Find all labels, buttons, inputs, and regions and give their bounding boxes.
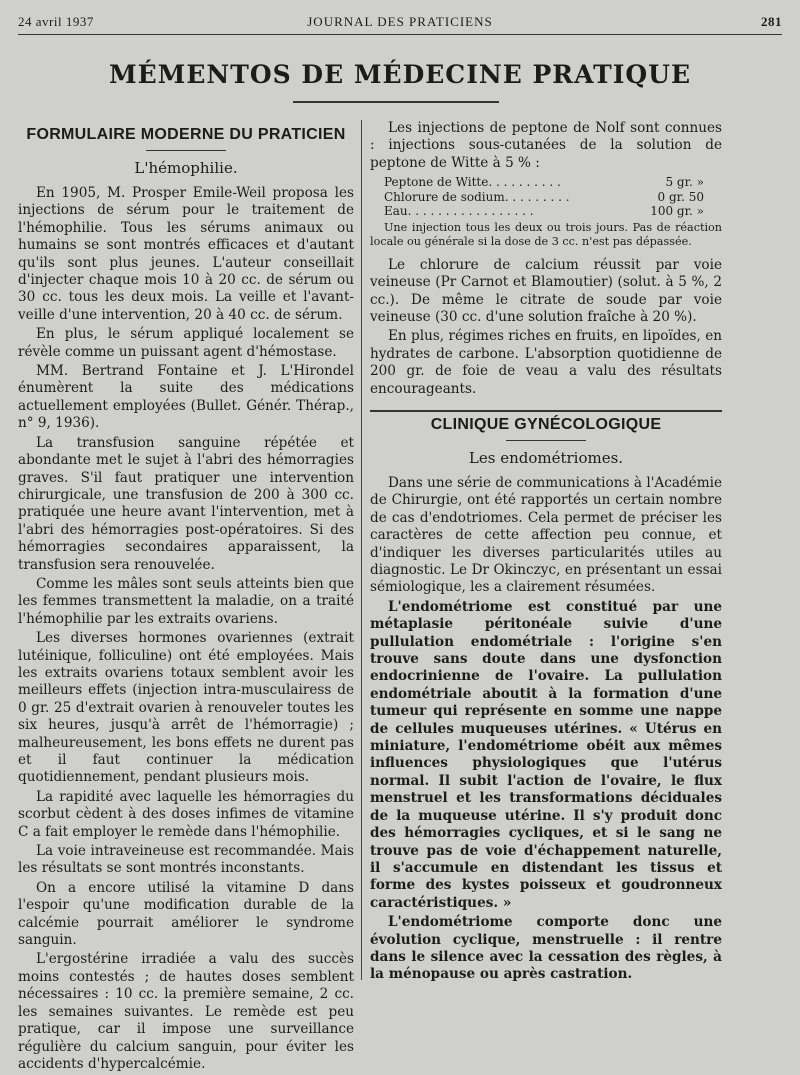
- paragraph: Dans une série de communications à l'Académie de Chirurgie, ont été rapportés un certain nombre de cas d'endotriomes. Cela permet de préciser les caractères de cette affection peu connue, et d'indiquer les diverses particularités utiles au diagnostic. Le Dr Okinczyc, en présentant un essai sémiologique, les a clairement résumées.: [370, 474, 722, 596]
- paragraph: La rapidité avec laquelle les hémorragies du scorbut cèdent à des doses infimes de vitamine C a fait employer le remède dans l'hémophilie.: [18, 788, 354, 840]
- ingredient-name: Chlorure de sodium. . . . . . . . .: [384, 189, 570, 204]
- paragraph: La voie intraveineuse est recommandée. Mais les résultats se sont montrés inconstants.: [18, 843, 354, 877]
- paragraph: L'ergostérine irradiée a valu des succès moins contestés ; de hautes doses semblent nécessaires : 10 cc. la première semaine, 2 cc. les semaines suivantes. Le remède est peu pratique, car il impose une surveillance régulière du calcium sanguin, pour éviter les accidents d'hypercalcémie.: [18, 951, 354, 1072]
- paragraph: Le chlorure de calcium réussit par voie veineuse (Pr Carnot et Blamoutier) (solut. à 5 %, 2 cc.). De même le citrate de soude par voie veineuse (30 cc. d'une solution fraîche à 20 %).: [370, 256, 722, 325]
- ingredient-name: Peptone de Witte. . . . . . . . . .: [384, 175, 561, 190]
- paragraph: Les diverses hormones ovariennes (extrait lutéinique, folliculine) ont été employées. Mais les extraits ovariens totaux semblent avoir les meilleurs effets (injection intra-musculairess de 0 gr. 25 d'extrait ovarien à renouveler toutes les six heures, jusqu'à arrêt de l'hémorragie) ; malheureusement, les bons effets ne durent pas et il faut continuer la médication quotidiennement, pendant plusieurs mois.: [18, 630, 354, 786]
- section-rule: [506, 440, 586, 441]
- ingredient-name: Eau. . . . . . . . . . . . . . . . .: [384, 204, 534, 219]
- formula-row: [384, 204, 704, 219]
- injection-note: Une injection tous les deux ou trois jours. Pas de réaction locale ou générale si la dose de 3 cc. n'est pas dépassée.: [370, 220, 722, 248]
- journal-name: JOURNAL DES PRATICIENS: [307, 14, 493, 29]
- page-number: 281: [761, 14, 782, 29]
- ingredient-quantity: 100 gr. »: [650, 204, 704, 219]
- running-header: [18, 14, 782, 32]
- left-paragraphs: [18, 185, 354, 1073]
- formula-table: [384, 175, 704, 219]
- title-rule: [293, 101, 499, 103]
- subsection-heading-endometriomes: Les endométriomes.: [468, 448, 624, 467]
- paragraph: MM. Bertrand Fontaine et J. L'Hirondel énumèrent la suite des médications actuellement employées (Bullet. Génér. Thérap., n° 9, 1936).: [18, 363, 354, 432]
- formula-row: [384, 190, 704, 205]
- paragraph: On a encore utilisé la vitamine D dans l'espoir qu'une modification durable de la calcémie pourrait améliorer le syndrome sanguin.: [18, 879, 354, 949]
- paragraph-peptone: Les injections de peptone de Nolf sont connues : injections sous-cutanées de la solution de peptone de Witte à 5 % :: [370, 120, 722, 171]
- paragraph: En 1905, M. Prosper Emile-Weil proposa les injections de sérum pour le traitement de l'hémophilie. Tous les sérums animaux ou humains se sont montrés efficaces et d'autant qu'ils sont plus jeunes. L'auteur conseillait d'injecter chaque mois 10 à 20 cc. de sérum ou 30 cc. tous les deux mois. La veille et l'avant-veille d'une intervention, 20 à 40 cc. de sérum.: [18, 185, 354, 323]
- paragraph: L'endométriome est constitué par une métaplasie péritonéale suivie d'une pullulation endométriale : l'origine s'en trouve sans doute dans une dysfonction endocrinienne de l'ovaire. La pullulation endométriale aboutit à la formation d'une tumeur qui représente en somme une nappe de cellules muqueuses utérines. « Utérus en miniature, l'endométriome obéit aux mêmes influences physiologiques que l'utérus normal. Il subit l'action de l'ovaire, le flux menstruel et les transformations déciduales de la muqueuse utérine. Il s'y produit donc des hémorragies cycliques, et si le sang ne trouve pas de voie d'échappement naturelle, il s'accumule en distendant les tissus et forme des kystes poisseux et goudronneux caractéristiques. »: [370, 598, 722, 911]
- paragraph: La transfusion sanguine répétée et abondante met le sujet à l'abri des hémorragies graves. S'il faut pratiquer une intervention chirurgicale, une transfusion de 200 à 300 cc. pratiquée une heure avant l'intervention, met à l'abri des hémorragies post-opératoires. Si des hémorragies secondaires apparaissent, la transfusion sera renouvelée.: [18, 434, 354, 573]
- gyneco-paragraphs: [370, 475, 722, 597]
- right-column: [370, 120, 722, 986]
- ingredient-quantity: 0 gr. 50: [657, 189, 704, 204]
- issue-date: 24 avril 1937: [18, 14, 94, 29]
- ingredient-quantity: 5 gr. »: [665, 175, 704, 190]
- section-heading-formulaire: FORMULAIRE MODERNE DU PRATICIEN: [26, 126, 346, 143]
- section-rule: [146, 150, 226, 151]
- paragraph: En plus, le sérum appliqué localement se révèle comme un puissant agent d'hémostase.: [18, 326, 354, 360]
- right-paragraphs: [370, 257, 722, 398]
- column-divider: [361, 120, 362, 980]
- section-heading-gynecologique: CLINIQUE GYNÉCOLOGIQUE: [370, 410, 722, 440]
- formula-row: [384, 175, 704, 190]
- subsection-heading-hemophilie: L'hémophilie.: [134, 159, 238, 177]
- page-title: MÉMENTOS DE MÉDECINE PRATIQUE: [108, 60, 692, 89]
- paragraph: Comme les mâles sont seuls atteints bien que les femmes transmettent la maladie, on a traité l'hémophilie par les extraits ovariens.: [18, 575, 354, 627]
- paragraph: En plus, régimes riches en fruits, en lipoïdes, en hydrates de carbone. L'absorption quotidienne de 200 gr. de foie de veau a valu des résultats encourageants.: [370, 328, 722, 397]
- gyneco-bold-paragraphs: [370, 599, 722, 984]
- left-column: [18, 120, 354, 1075]
- paragraph: L'endométriome comporte donc une évolution cyclique, menstruelle : il rentre dans le silence avec la cessation des règles, à la ménopause ou après castration.: [370, 914, 722, 983]
- header-rule: [18, 34, 782, 35]
